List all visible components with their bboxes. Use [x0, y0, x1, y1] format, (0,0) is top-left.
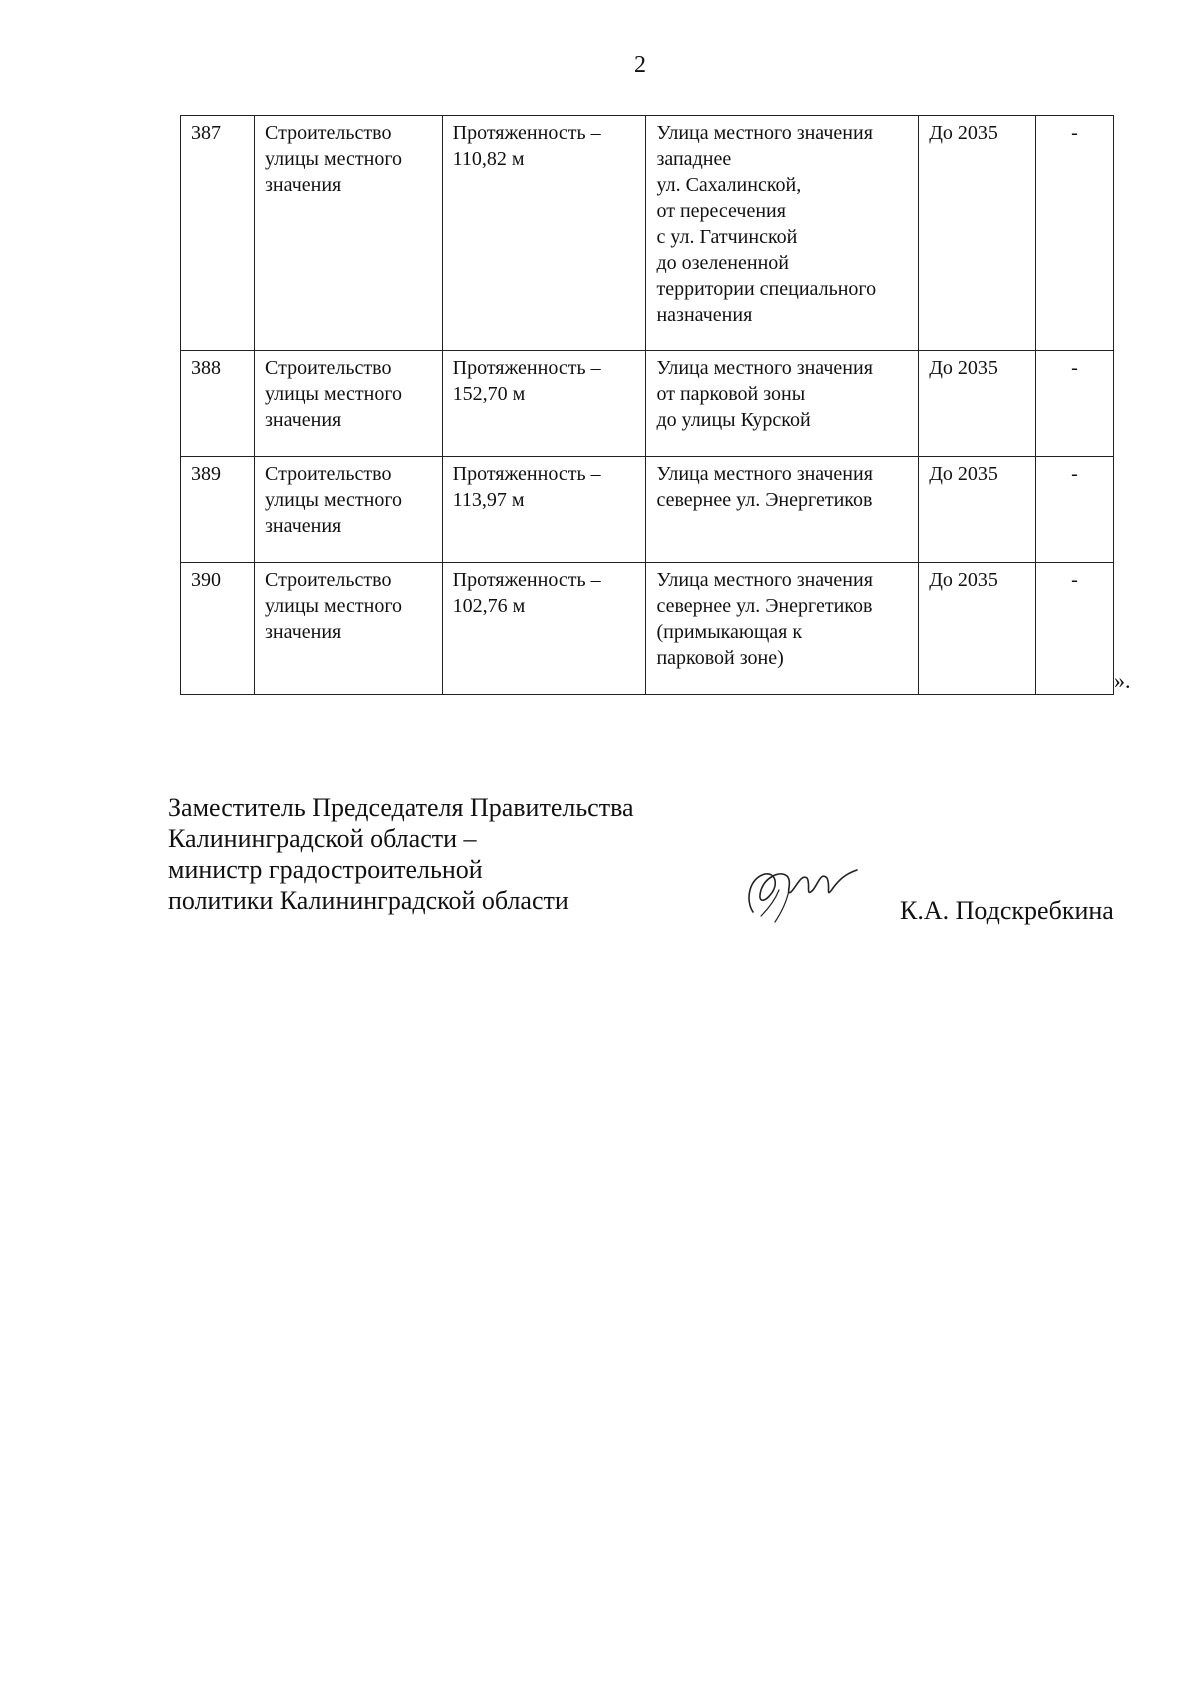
table-row [181, 116, 1114, 351]
row-number: 388 [181, 351, 255, 457]
table-row [181, 457, 1114, 563]
signatory-name: К.А. Подскребкина [900, 896, 1114, 925]
row-number: 390 [181, 563, 255, 695]
signatory-title [168, 792, 634, 916]
object-parameter: Протяженность – 102,76 м [442, 563, 646, 695]
table-row [181, 563, 1114, 695]
object-parameter: Протяженность – 113,97 м [442, 457, 646, 563]
object-name: Строительство улицы местного значения [255, 116, 443, 351]
object-location: Улица местного значения западнее ул. Сахалинской, от пересечения с ул. Гатчинской до озелененной территории специального назначения [646, 116, 919, 351]
object-term: До 2035 [919, 457, 1036, 563]
object-note: - [1035, 563, 1113, 695]
object-note: - [1035, 116, 1113, 351]
object-location: Улица местного значения севернее ул. Энергетиков [646, 457, 919, 563]
object-note: - [1035, 457, 1113, 563]
signatory-title-line: министр градостроительной [168, 855, 483, 884]
signatory-title-line: Калининградской области – [168, 824, 477, 853]
object-name: Строительство улицы местного значения [255, 563, 443, 695]
object-parameter: Протяженность – 152,70 м [442, 351, 646, 457]
object-name: Строительство улицы местного значения [255, 351, 443, 457]
row-number: 387 [181, 116, 255, 351]
closing-quote-mark: ». [1114, 668, 1131, 693]
object-parameter: Протяженность – 110,82 м [442, 116, 646, 351]
signatory-title-line: политики Калининградской области [168, 886, 569, 915]
page-number: 2 [634, 52, 646, 78]
table-row [181, 351, 1114, 457]
object-note: - [1035, 351, 1113, 457]
object-term: До 2035 [919, 563, 1036, 695]
row-number: 389 [181, 457, 255, 563]
signatory-title-line: Заместитель Председателя Правительства [168, 793, 634, 822]
object-term: До 2035 [919, 351, 1036, 457]
object-location: Улица местного значения от парковой зоны до улицы Курской [646, 351, 919, 457]
projects-table [180, 115, 1114, 695]
object-location: Улица местного значения севернее ул. Энергетиков (примыкающая к парковой зоне) [646, 563, 919, 695]
object-name: Строительство улицы местного значения [255, 457, 443, 563]
object-term: До 2035 [919, 116, 1036, 351]
handwritten-signature [735, 860, 865, 930]
